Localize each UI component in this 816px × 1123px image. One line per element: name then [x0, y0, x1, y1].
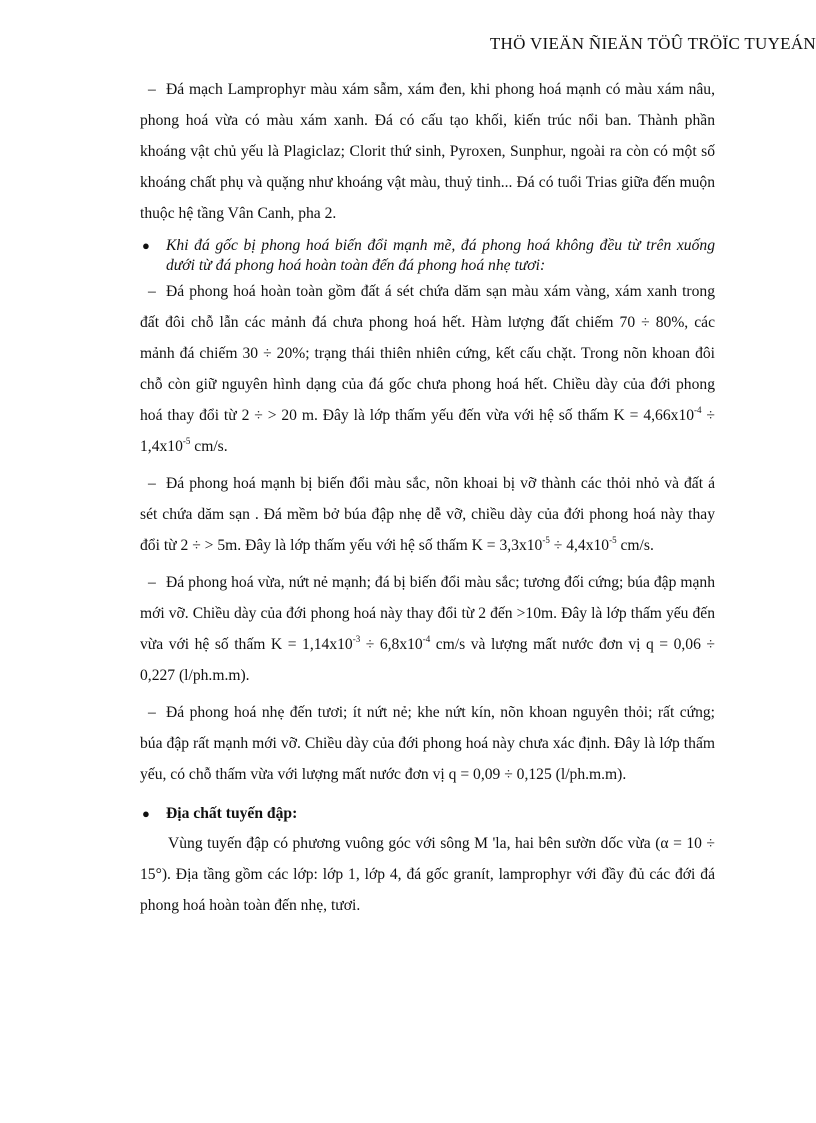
- paragraph-light-weathering: [140, 697, 715, 790]
- paragraph-dam-route: Vùng tuyến đập có phương vuông góc với sông M 'la, hai bên sườn dốc vừa (α = 10 ÷ 15°). Địa tầng gồm các lớp: lớp 1, lớp 4, đá gốc granít, lamprophyr với đầy đủ các đới đá phong hoá hoàn toàn đến nhẹ, tươi.: [140, 835, 715, 914]
- paragraph-strong-weathering: – Đá phong hoá mạnh bị biến đổi màu sắc, nõn khoai bị vỡ thành các thỏi nhỏ và đất á sét chứa dăm sạn . Đá mềm bở búa đập nhẹ dễ vỡ, chiều dày của đới phong hoá này thay đổi từ 2 ÷ > 5m. Đây là lớp thấm yếu với hệ số thấm $K = 3,3x10^{-5} \div 4,4x10^{-5}$ cm/s.: [140, 468, 715, 561]
- bullet-text: Khi đá gốc bị phong hoá biến đổi mạnh mẽ, đá phong hoá không đều từ trên xuống dưới từ đá phong hoá hoàn toàn đến đá phong hoá nhẹ tươi:: [166, 237, 715, 274]
- paragraph-complete-weathering: – Đá phong hoá hoàn toàn gồm đất á sét chứa dăm sạn màu xám vàng, xám xanh trong đất đôi chỗ lẫn các mảnh đá chưa phong hoá hết. Hàm lượng đất chiếm 70 ÷ 80%, các mảnh đá chiếm 30 ÷ 20%; trạng thái thiên nhiên cứng, kết cấu chặt. Trong nõn khoan đôi chỗ còn giữ nguyên hình dạng của đá gốc chưa phong hoá hết. Chiều dày của đới phong hoá thay đổi từ 2 ÷ > 20 m. Đây là lớp thấm yếu đến vừa với hệ số thấm $K = 4,66x10^{-4} \div 1,4x10^{-5}$ cm/s.: [140, 276, 715, 462]
- dash-marker: –: [148, 283, 156, 300]
- dash-marker: –: [148, 475, 156, 492]
- bullet-icon: ●: [142, 806, 150, 821]
- bullet-dam-geology: [140, 800, 715, 828]
- dash-marker: –: [148, 81, 156, 98]
- section-heading: Địa chất tuyến đập:: [166, 805, 298, 822]
- page-header: THÖ VIEÄN ÑIEÄN TÖÛ TRÖÏC TUYEÁN: [489, 34, 816, 53]
- dash-marker: –: [148, 704, 156, 721]
- bullet-weathering-intro: [140, 236, 715, 276]
- bullet-icon: ●: [142, 238, 150, 253]
- paragraph-lamprophyr: [140, 74, 715, 229]
- paragraph-moderate-weathering: – Đá phong hoá vừa, nứt nẻ mạnh; đá bị biến đổi màu sắc; tương đối cứng; búa đập mạnh mới vỡ. Chiều dày của đới phong hoá này thay đổi từ 2 đến >10m. Đây là lớp thấm yếu đến vừa với hệ số thấm $K = 1,14x10^{-3} \div 6,8x10^{-4}$ cm/s và lượng mất nước đơn vị q = 0,06 ÷ 0,227 (l/ph.m.m).: [140, 567, 715, 691]
- dash-marker: –: [148, 574, 156, 591]
- paragraph-text: Đá mạch Lamprophyr màu xám sẫm, xám đen, khi phong hoá mạnh có màu xám nâu, phong hoá vừa có màu xám xanh. Đá có cấu tạo khối, kiến trúc nổi ban. Thành phần khoáng vật chủ yếu là Plagiclaz; Clorit thứ sinh, Pyroxen, Sunphur, ngoài ra còn có một số khoáng chất phụ và quặng như khoáng vật màu, thuỷ tinh... Đá có tuổi Trias giữa đến muộn thuộc hệ tầng Vân Canh, pha 2.: [140, 81, 715, 222]
- document-body: [140, 74, 715, 921]
- paragraph-text: Đá phong hoá nhẹ đến tươi; ít nứt nẻ; khe nứt kín, nõn khoan nguyên thỏi; rất cứng; búa đập rất mạnh mới vỡ. Chiều dày của đới phong hoá này chưa xác định. Đây là lớp thấm yếu, có chỗ thấm vừa với lượng mất nước đơn vị q = 0,09 ÷ 0,125 (l/ph.m.m).: [140, 704, 715, 783]
